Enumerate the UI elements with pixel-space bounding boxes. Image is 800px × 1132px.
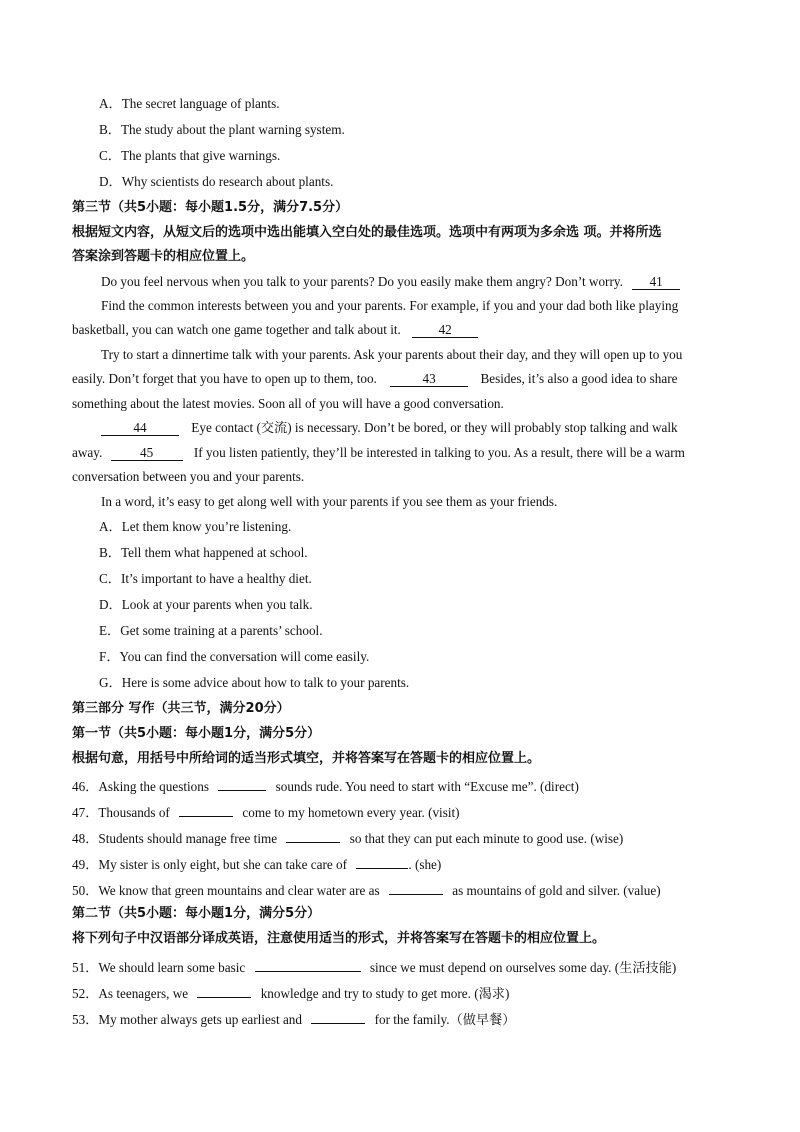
section-instruction: 将下列句子中汉语部分译成英语，注意使用适当的形式，并将答案写在答题卡的相应位置上。 <box>72 931 606 946</box>
passage-line: Find the common interests between you and your parents. For example, if you and your dad both like playing <box>101 298 679 313</box>
question-text: 47．Thousands of <box>72 805 170 820</box>
answer-blank[interactable] <box>311 1008 365 1024</box>
passage-line <box>72 321 478 339</box>
option-item: F．You can find the conversation will come easily. <box>99 649 370 664</box>
answer-blank[interactable] <box>255 956 361 972</box>
blank-45: 45 <box>111 445 183 461</box>
answer-blank[interactable] <box>356 853 408 869</box>
question-text: 48．Students should manage free time <box>72 831 278 846</box>
passage-text: basketball, you can watch one game together and talk about it. <box>72 322 401 337</box>
answer-blank[interactable] <box>286 827 340 843</box>
answer-blank[interactable] <box>218 775 266 791</box>
passage-line <box>72 370 677 388</box>
section-heading: 第二节（共5小题：每小题1分，满分5分） <box>72 906 321 921</box>
question-text: come to my hometown every year. (visit) <box>242 805 460 820</box>
passage-text: easily. Don’t forget that you have to open up to them, too. <box>72 371 377 386</box>
answer-blank[interactable] <box>389 879 443 895</box>
passage-text: Do you feel nervous when you talk to your parents? Do you easily make them angry? Don’t worry. <box>101 274 623 289</box>
question-text: sounds rude. You need to start with “Excuse me”. (direct) <box>275 779 579 794</box>
question-text: 49．My sister is only eight, but she can take care of <box>72 857 348 872</box>
option-item: E．Get some training at a parents’ school. <box>99 623 323 638</box>
section-instruction: 根据句意，用括号中所给词的适当形式填空，并将答案写在答题卡的相应位置上。 <box>72 751 541 766</box>
passage-line: Try to start a dinnertime talk with your parents. Ask your parents about their day, and they will open up to you <box>101 347 683 362</box>
option-item: B．Tell them what happened at school. <box>99 545 308 560</box>
question-text: knowledge and try to study to get more. (渴求) <box>260 986 510 1001</box>
question-48 <box>72 827 623 848</box>
passage-text: away. <box>72 445 103 460</box>
answer-blank[interactable] <box>179 801 233 817</box>
question-text: 46．Asking the questions <box>72 779 210 794</box>
option-item: A．Let them know you’re listening. <box>99 519 292 534</box>
option-item: D．Look at your parents when you talk. <box>99 597 313 612</box>
question-text: 51．We should learn some basic <box>72 960 246 975</box>
passage-line: In a word, it’s easy to get along well with your parents if you see them as your friends. <box>101 494 558 509</box>
passage-text: Eye contact (交流) is necessary. Don’t be bored, or they will probably stop talking and walk <box>191 420 678 435</box>
blank-41: 41 <box>632 274 680 290</box>
passage-text: If you listen patiently, they’ll be interested in talking to you. As a result, there will be a warm <box>193 445 685 460</box>
question-47 <box>72 801 460 822</box>
question-53 <box>72 1008 515 1029</box>
question-49 <box>72 853 441 874</box>
question-text: 50．We know that green mountains and clear water are as <box>72 883 380 898</box>
section-instruction: 根据短文内容，从短文后的选项中选出能填入空白处的最佳选项。选项中有两项为多余选 项。并将所选 <box>72 225 662 240</box>
passage-line: conversation between you and your parents. <box>72 469 305 484</box>
question-50 <box>72 879 661 900</box>
section-instruction-cont: 答案涂到答题卡的相应位置上。 <box>72 249 255 264</box>
passage-line <box>101 273 680 291</box>
question-46 <box>72 775 579 796</box>
question-text: 52．As teenagers, we <box>72 986 189 1001</box>
passage-line <box>101 419 678 437</box>
part-heading: 第三部分 写作（共三节，满分20分） <box>72 701 290 716</box>
blank-42: 42 <box>412 322 478 338</box>
question-52 <box>72 982 509 1003</box>
answer-blank[interactable] <box>197 982 251 998</box>
option-d: D．Why scientists do research about plants. <box>99 174 334 189</box>
question-text: since we must depend on ourselves some day. (生活技能) <box>369 960 677 975</box>
question-51 <box>72 956 676 977</box>
blank-43: 43 <box>390 371 468 387</box>
option-a: A．The secret language of plants. <box>99 96 280 111</box>
question-text: . (she) <box>408 857 442 872</box>
passage-line: something about the latest movies. Soon all of you will have a good conversation. <box>72 396 504 411</box>
question-text: as mountains of gold and silver. (value) <box>452 883 661 898</box>
option-b: B．The study about the plant warning system. <box>99 122 345 137</box>
option-item: G．Here is some advice about how to talk to your parents. <box>99 675 410 690</box>
section-heading: 第三节（共5小题：每小题1.5分，满分7.5分） <box>72 200 349 215</box>
option-item: C．It’s important to have a healthy diet. <box>99 571 312 586</box>
option-c: C．The plants that give warnings. <box>99 148 281 163</box>
passage-line <box>72 444 685 462</box>
question-text: for the family.（做早餐） <box>374 1012 516 1027</box>
question-text: so that they can put each minute to good use. (wise) <box>349 831 624 846</box>
question-text: 53．My mother always gets up earliest and <box>72 1012 302 1027</box>
section-heading: 第一节（共5小题：每小题1分，满分5分） <box>72 726 321 741</box>
blank-44: 44 <box>101 420 179 436</box>
passage-text: Besides, it’s also a good idea to share <box>480 371 678 386</box>
